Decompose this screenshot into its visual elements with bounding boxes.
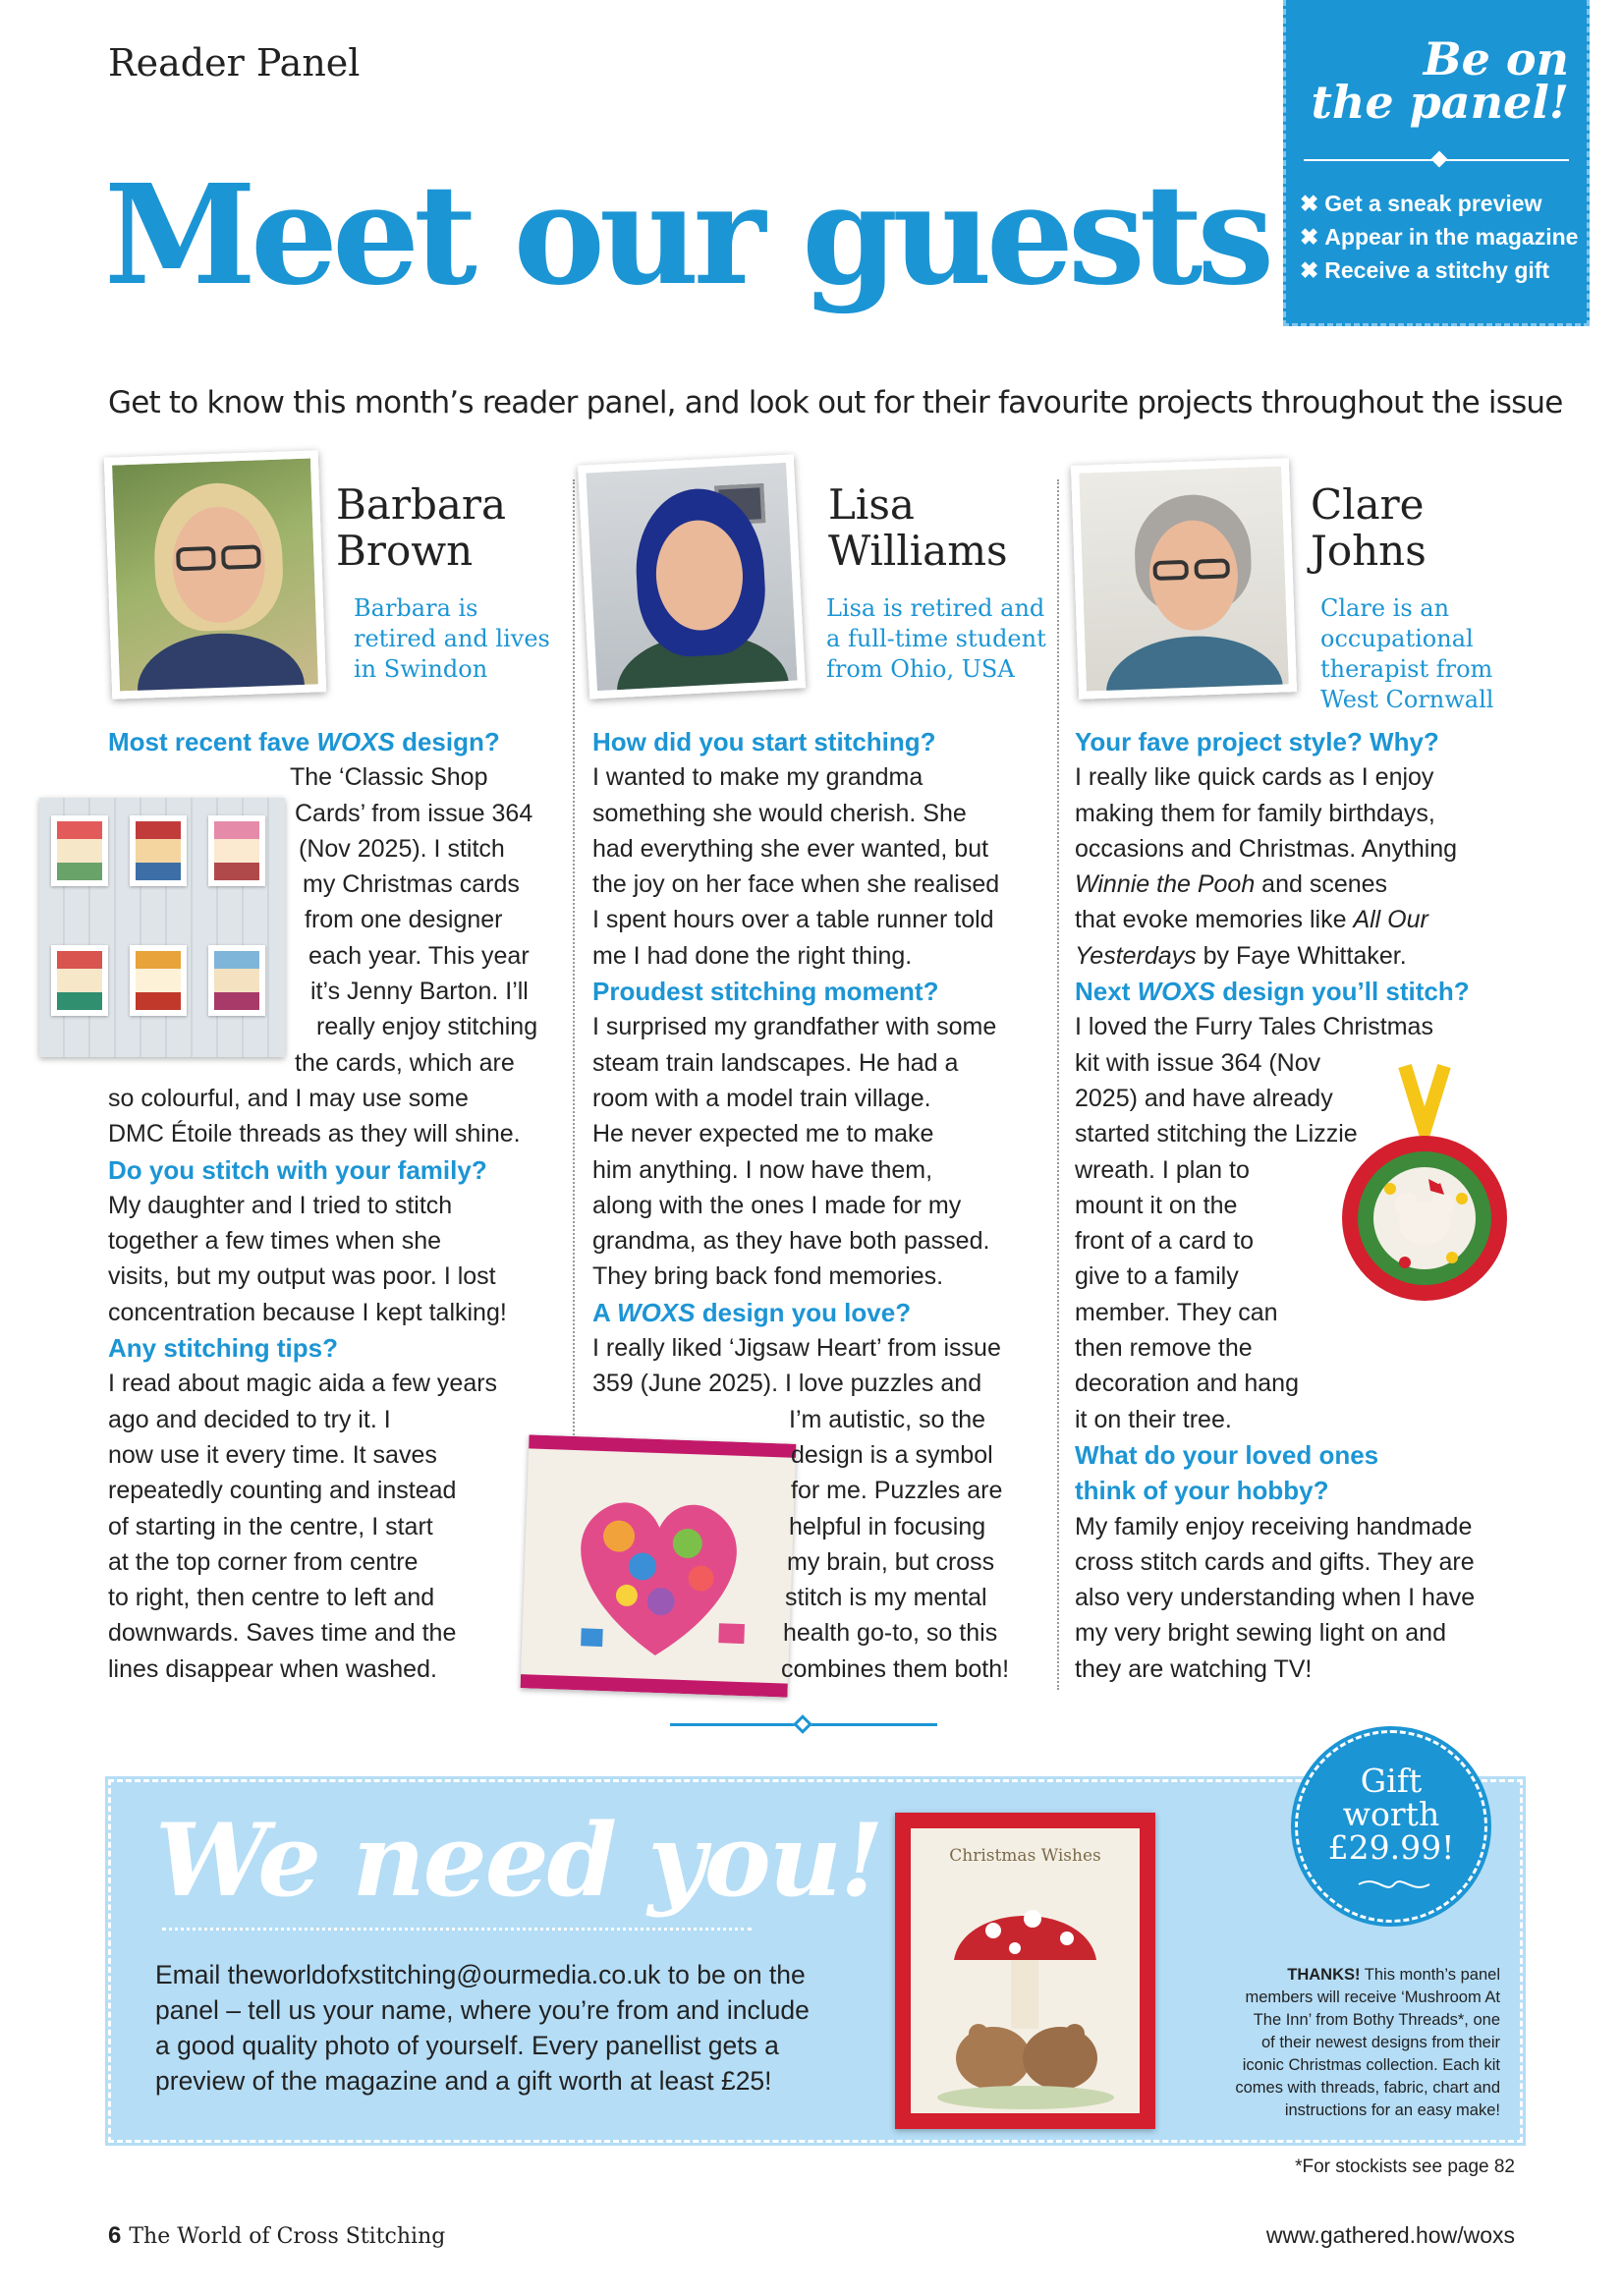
gift-worth-badge: Gift worth £29.99! [1295, 1730, 1487, 1923]
panelist-answers-lisa: How did you start stitching? I wanted to make my grandma something she would cherish. She had everything she ever wanted, but the joy on her face when she realised I spent hours over a table runner told me I had done the right thing. Proudest stitching moment? I surprised my grandfather with some steam train landscapes. He had a room with a model train village. He never expected me to make him anything. I now have them, along with the ones I made for my grandma, as they have both passed. They bring back fond memories. A WOXS design you love? I really liked ‘Jigsaw Heart’ from issue 359 (June 2025). I love puzzles and I’m autistic, so the design is a symbol for me. Puzzles are helpful in focusing my brain, but cross stitch is my mental health go-to, so this combines them both! [592, 724, 1046, 1687]
mushroom-kit-image [895, 1813, 1155, 2129]
kit-label: Christmas Wishes [949, 1846, 1101, 1866]
page-number: 6 [108, 2222, 122, 2249]
question-heading: Any stitching tips? [108, 1333, 338, 1364]
panelist-photo-lisa [578, 454, 806, 699]
flourish-icon [1357, 1873, 1431, 1896]
mushroom-graphic [895, 1813, 1155, 2129]
diamond-icon [1431, 151, 1448, 168]
cross-icon: ✖ [1300, 191, 1319, 216]
question-heading: Proudest stitching moment? [592, 977, 939, 1007]
cross-icon: ✖ [1300, 257, 1319, 283]
panelist-bio: Clare is an occupational therapist from West Cornwall [1320, 594, 1494, 713]
panelist-photo-clare [1071, 458, 1297, 700]
panelist-name: Lisa Williams [828, 480, 1008, 575]
panel-benefits-list [1300, 187, 1578, 287]
column-divider [1057, 479, 1059, 1690]
divider [162, 1928, 752, 1931]
thanks-note: THANKS! This month’s panel members will receive ‘Mushroom At The Inn’ from Bothy Threads*, one of their newest designs from their iconic Christmas collection. Each kit comes with threads, fabric, chart and instructions for an easy make! [1235, 1966, 1500, 2119]
question-heading: Next WOXS design you’ll stitch? [1075, 977, 1470, 1007]
question-heading: How did you start stitching? [592, 727, 936, 756]
list-item: ✖ Receive a stitchy gift [1300, 257, 1550, 283]
panelist-name: Barbara Brown [336, 480, 507, 575]
panelist-answers-clare: Your fave project style? Why? I really like quick cards as I enjoy making them for family birthdays, occasions and Christmas. Anything Winnie the Pooh and scenes that evoke memories like All Our Yesterdays by Faye Whittaker. Next WOXS design you’ll stitch? I loved the Furry Tales Christmas kit with issue 364 (Nov 2025) and have already started stitching the Lizzie wreath. I plan to mount it on the front of a card to give to a family member. They can then remove the decoration and hang it on their tree. What do your loved ones think of your hobby? My family enjoy receiving handmade cross stitch cards and gifts. They are also very understanding when I have my very bright sewing light on and they are watching TV! [1075, 724, 1537, 1687]
footer-url: www.gathered.how/woxs [1265, 2222, 1515, 2248]
footer-magazine: 6 The World of Cross Stitching [108, 2222, 446, 2249]
panelist-name: Clare Johns [1311, 480, 1427, 575]
panelist-answers-barbara: Most recent fave WOXS design? The ‘Classic Shop Cards’ from issue 364 (Nov 2025). I stitch my Christmas cards from one designer each year. This year it’s Jenny Barton. I’ll really enjoy stitching the cards, which are so colourful, and I may use some DMC Étoile threads as they will shine. Do you stitch with your family? My daughter and I tried to stitch together a few times when she visits, but my output was poor. I lost concentration because I kept talking! Any stitching tips? I read about magic aida a few years ago and decided to try it. I now use it every time. It saves repeatedly counting and instead of starting in the centre, I start at the top corner from centre to right, then centre to left and downwards. Saves time and the lines disappear when washed. [108, 724, 562, 1687]
list-item: ✖ Get a sneak preview [1300, 191, 1542, 216]
intro-text: Get to know this month’s reader panel, and look out for their favourite projects throughout the issue [108, 385, 1563, 420]
question-heading: A WOXS design you love? [592, 1297, 912, 1327]
question-heading: Your fave project style? Why? [1075, 727, 1439, 756]
we-need-you-title: We need you! [155, 1802, 882, 1920]
question-heading: What do your loved ones [1075, 1439, 1379, 1470]
panelist-bio: Barbara is retired and lives in Swindon [354, 594, 550, 683]
panelist-bio: Lisa is retired and a full-time student from Ohio, USA [826, 594, 1046, 683]
panel-tag-title: Be on the panel! [1311, 32, 1569, 129]
be-on-panel-tag [1283, 0, 1590, 326]
list-item: ✖ Appear in the magazine [1300, 224, 1579, 250]
stockists-note: *For stockists see page 82 [1295, 2156, 1515, 2177]
cross-icon: ✖ [1300, 224, 1319, 250]
section-label: Reader Panel [108, 41, 361, 84]
question-heading: Do you stitch with your family? [108, 1154, 487, 1185]
question-heading: think of your hobby? [1075, 1476, 1329, 1506]
diamond-icon [793, 1714, 812, 1734]
page-title: Meet our guests [104, 155, 1269, 316]
question-heading: Most recent fave WOXS design? [108, 727, 500, 756]
we-need-you-body: Email theworldofxstitching@ourmedia.co.uk to be on the panel – tell us your name, where you’re from and include a good quality photo of yourself. Every panellist gets a preview of the magazine and a gift worth at least £25! [155, 1960, 810, 2096]
panelist-photo-barbara [104, 450, 326, 699]
